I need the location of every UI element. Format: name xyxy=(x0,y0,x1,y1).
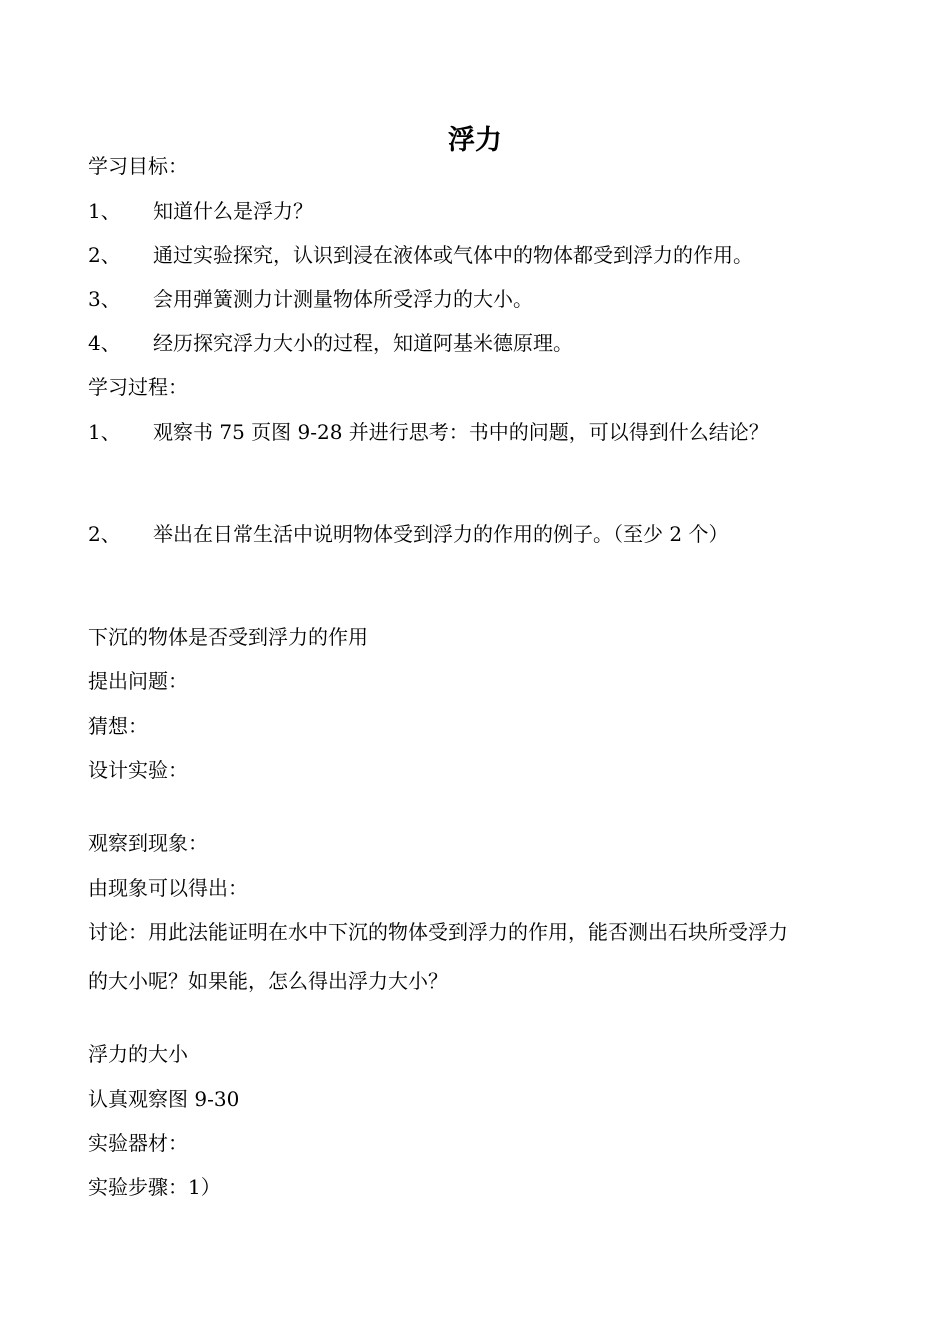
observe-figure-text: 认真观察图 9-30 xyxy=(88,1087,240,1111)
objective-number: 3、 xyxy=(88,287,121,311)
objective-text: 通过实验探究，认识到浸在液体或气体中的物体都受到浮力的作用。 xyxy=(153,243,753,267)
discussion-text: 讨论：用此法能证明在水中下沉的物体受到浮力的作用，能否测出石块所受浮力 xyxy=(88,920,788,944)
objective-text: 经历探究浮力大小的过程，知道阿基米德原理。 xyxy=(153,331,573,355)
objective-number: 2、 xyxy=(88,243,121,267)
page-title: 浮力 xyxy=(448,125,502,156)
magnitude-heading: 浮力的大小 xyxy=(88,1042,188,1066)
question-label: 提出问题： xyxy=(88,669,188,693)
objective-number: 1、 xyxy=(88,199,121,223)
process-heading: 学习过程： xyxy=(88,375,188,399)
objective-text: 知道什么是浮力？ xyxy=(153,199,313,223)
steps-label: 实验步骤：1） xyxy=(88,1175,221,1199)
process-number: 2、 xyxy=(88,522,121,546)
objective-number: 4、 xyxy=(88,331,121,355)
conclude-label: 由现象可以得出： xyxy=(88,876,248,900)
process-text: 举出在日常生活中说明物体受到浮力的作用的例子。（至少 2 个） xyxy=(153,522,729,546)
objectives-heading: 学习目标： xyxy=(88,154,188,178)
observe-label: 观察到现象： xyxy=(88,831,208,855)
design-label: 设计实验： xyxy=(88,758,188,782)
process-text: 观察书 75 页图 9-28 并进行思考：书中的问题，可以得到什么结论？ xyxy=(153,420,769,444)
guess-label: 猜想： xyxy=(88,714,148,738)
process-number: 1、 xyxy=(88,420,121,444)
objective-text: 会用弹簧测力计测量物体所受浮力的大小。 xyxy=(153,287,533,311)
discussion-text-continued: 的大小呢？如果能，怎么得出浮力大小？ xyxy=(88,969,448,993)
equipment-label: 实验器材： xyxy=(88,1131,188,1155)
sinking-heading: 下沉的物体是否受到浮力的作用 xyxy=(88,625,368,649)
